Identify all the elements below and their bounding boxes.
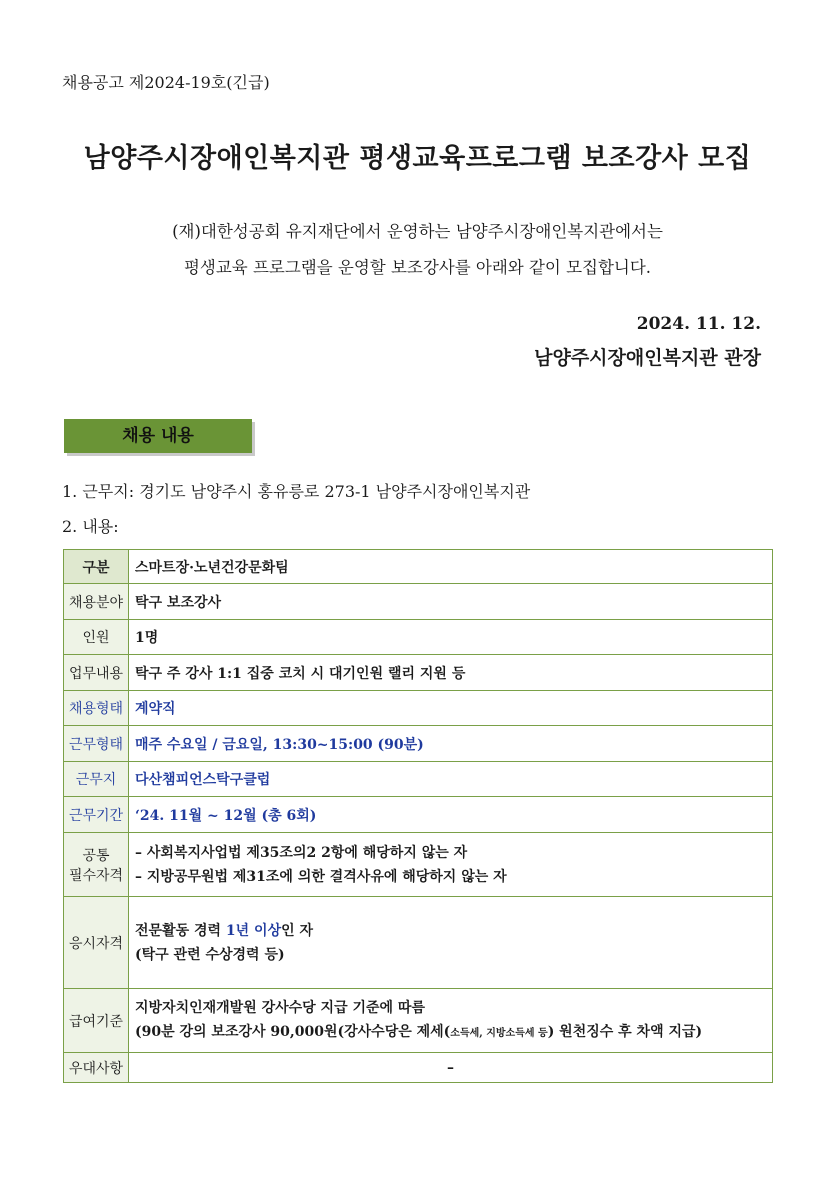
employment-type-label: 채용형태 <box>64 691 129 726</box>
work-place-label: 근무지 <box>64 762 129 797</box>
notice-number: 채용공고 제2024-19호(긴급) <box>62 73 270 92</box>
preference-label: 우대사항 <box>64 1053 129 1083</box>
headcount-label: 인원 <box>64 620 129 655</box>
salary-line: 지방자치인재개발원 강사수당 지급 기준에 따름 <box>135 999 425 1016</box>
duties-value: 탁구 주 강사 1:1 집중 코치 시 대기인원 랠리 지원 등 <box>129 655 773 691</box>
section-heading: 채용 내용 <box>64 419 252 453</box>
qualification-text: 인 자 <box>281 922 314 939</box>
requirement-line: – 사회복지사업법 제35조의2 2항에 해당하지 않는 자 <box>135 844 468 861</box>
field-value: 탁구 보조강사 <box>129 584 773 620</box>
table-row <box>64 620 773 655</box>
qualification-line <box>135 919 766 943</box>
division-value: 스마트장·노년건강문화팀 <box>129 550 773 584</box>
intro-paragraph <box>0 214 835 286</box>
work-schedule-label: 근무형태 <box>64 726 129 762</box>
table-row <box>64 989 773 1053</box>
table-row <box>64 691 773 726</box>
salary-label: 급여기준 <box>64 989 129 1053</box>
salary-value <box>129 989 773 1053</box>
announcement-date: 2024. 11. 12. <box>636 314 761 334</box>
table-row <box>64 655 773 691</box>
work-period-label: 근무기간 <box>64 797 129 833</box>
page-title: 남양주시장애인복지관 평생교육프로그램 보조강사 모집 <box>83 143 752 174</box>
headcount-value: 1명 <box>129 620 773 655</box>
qualifications-value <box>129 897 773 989</box>
work-period-value: ‘24. 11월 ~ 12월 (총 6회) <box>129 797 773 833</box>
salary-line <box>135 1020 766 1046</box>
table-row <box>64 797 773 833</box>
qualification-line: (탁구 관련 수상경력 등) <box>135 946 285 963</box>
intro-line: (재)대한성공회 유지재단에서 운영하는 남양주시장애인복지관에서는 <box>172 222 663 241</box>
salary-text: ) 원천징수 후 차액 지급) <box>547 1023 703 1040</box>
workplace-item: 1. 근무지: 경기도 남양주시 홍유릉로 273-1 남양주시장애인복지관 <box>62 482 531 501</box>
work-schedule-value: 매주 수요일 / 금요일, 13:30~15:00 (90분) <box>129 726 773 762</box>
salary-tax-note: 소득세, 지방소득세 등 <box>450 1027 548 1039</box>
qualifications-label: 응시자격 <box>64 897 129 989</box>
qualification-text: 전문활동 경력 <box>135 922 226 939</box>
table-row <box>64 762 773 797</box>
employment-type-value: 계약직 <box>129 691 773 726</box>
content-item: 2. 내용: <box>62 517 119 536</box>
qualification-highlight: 1년 이상 <box>225 922 282 939</box>
table-row <box>64 584 773 620</box>
duties-label: 업무내용 <box>64 655 129 691</box>
recruitment-table <box>63 549 773 1083</box>
requirement-line: – 지방공무원법 제31조에 의한 결격사유에 해당하지 않는 자 <box>135 868 507 885</box>
table-row <box>64 726 773 762</box>
common-requirements-label <box>64 833 129 897</box>
table-row <box>64 897 773 989</box>
signer: 남양주시장애인복지관 관장 <box>534 347 761 369</box>
table-row <box>64 833 773 897</box>
preference-value: – <box>129 1053 773 1083</box>
field-label: 채용분야 <box>64 584 129 620</box>
label-line: 공통 <box>82 847 110 864</box>
label-line: 필수자격 <box>68 867 124 884</box>
common-requirements-value <box>129 833 773 897</box>
table-row <box>64 550 773 584</box>
work-place-value: 다산챔피언스탁구클럽 <box>129 762 773 797</box>
division-label: 구분 <box>64 550 129 584</box>
table-row <box>64 1053 773 1083</box>
intro-line: 평생교육 프로그램을 운영할 보조강사를 아래와 같이 모집합니다. <box>183 258 652 277</box>
salary-text: (90분 강의 보조강사 90,000원(강사수당은 제세( <box>135 1023 451 1040</box>
